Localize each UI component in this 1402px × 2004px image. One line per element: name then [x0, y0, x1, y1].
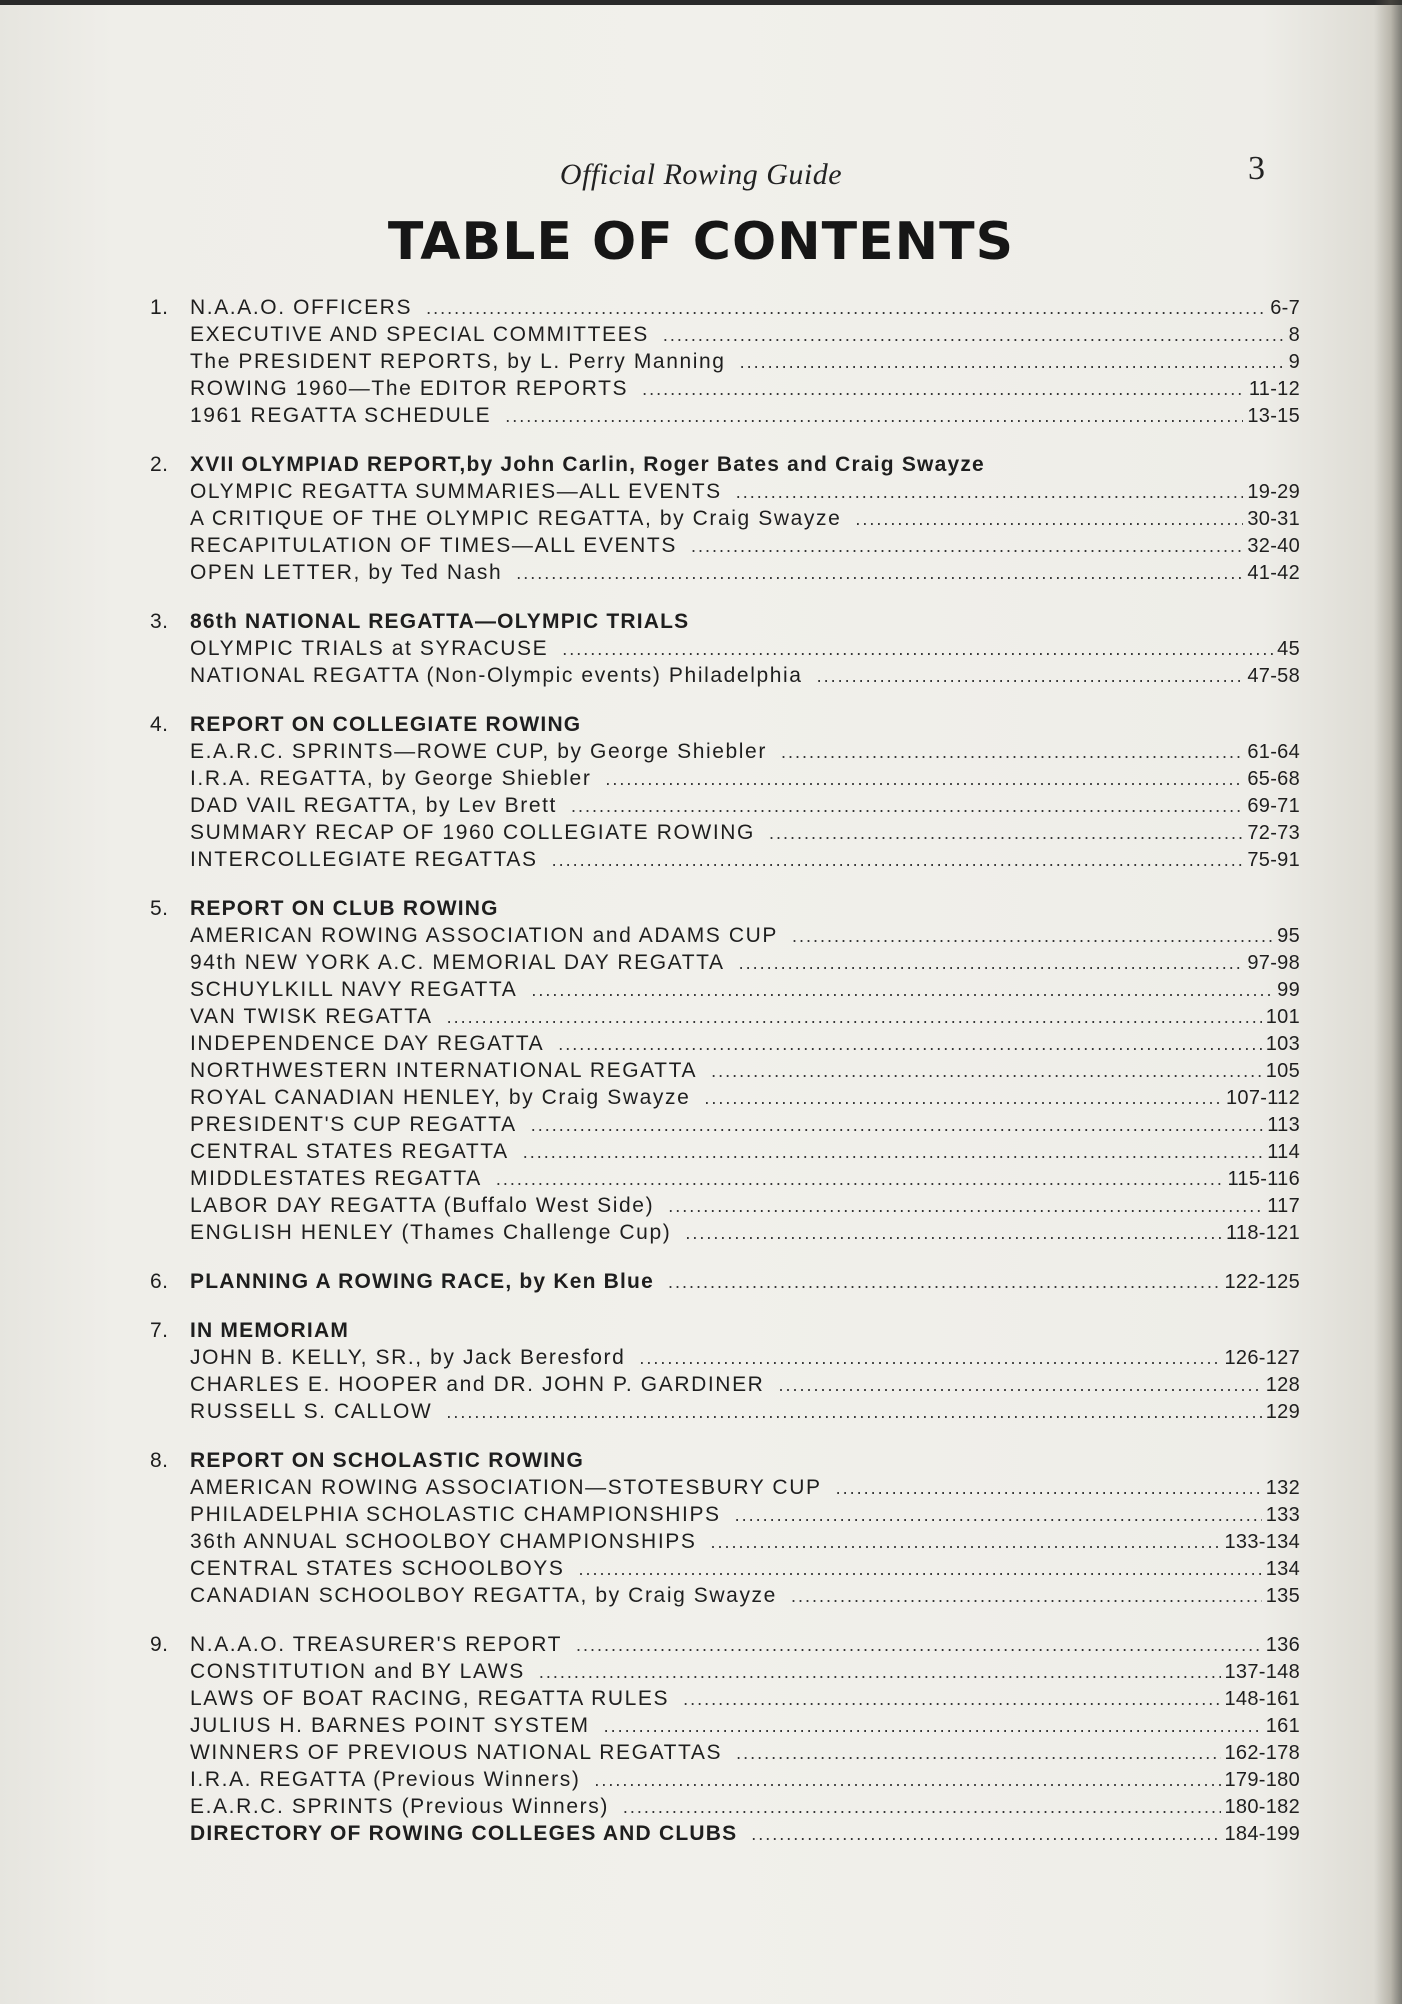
entry-title: N.A.A.O. OFFICERS	[190, 296, 413, 319]
leader-dots	[663, 325, 1285, 346]
toc-entry	[150, 1400, 1300, 1427]
entry-title: ROWING 1960—The EDITOR REPORTS	[190, 377, 629, 400]
entry-title: The PRESIDENT REPORTS, by L. Perry Manning	[190, 350, 726, 373]
leader-dots	[668, 1272, 1221, 1293]
section-heading-title: PLANNING A ROWING RACE, by Ken Blue	[190, 1270, 654, 1293]
leader-dots	[685, 1223, 1222, 1244]
page-reference: 114	[1267, 1141, 1300, 1163]
leader-dots	[558, 1034, 1261, 1055]
entry-title: JOHN B. KELLY, SR., by Jack Beresford	[190, 1346, 626, 1369]
page-reference: 11-12	[1248, 378, 1300, 400]
section-heading-title: REPORT ON SCHOLASTIC ROWING	[190, 1449, 585, 1472]
section-number: 1.	[150, 296, 169, 319]
leader-dots	[447, 1007, 1262, 1028]
leader-dots	[751, 1824, 1220, 1845]
entry-title: PHILADELPHIA SCHOLASTIC CHAMPIONSHIPS	[190, 1503, 721, 1526]
toc-section	[150, 1449, 1300, 1611]
page-reference: 184-199	[1224, 1823, 1300, 1845]
page-reference: 134	[1265, 1558, 1300, 1580]
page-reference: 133	[1265, 1504, 1300, 1526]
page-reference: 72-73	[1247, 822, 1300, 844]
toc-entry	[150, 767, 1300, 794]
leader-dots	[446, 1402, 1261, 1423]
entry-title: RUSSELL S. CALLOW	[190, 1400, 433, 1423]
entry-title: E.A.R.C. SPRINTS—ROWE CUP, by George Shiebler	[190, 740, 767, 763]
toc-section-heading	[150, 610, 1300, 637]
section-number: 7.	[150, 1319, 169, 1342]
entry-title: I.R.A. REGATTA, by George Shiebler	[190, 767, 592, 790]
leader-dots	[516, 563, 1243, 584]
table-of-contents	[150, 296, 1300, 1871]
leader-dots	[736, 1743, 1220, 1764]
toc-entry	[150, 848, 1300, 875]
section-heading-title: IN MEMORIAM	[190, 1319, 350, 1342]
toc-entry	[150, 1530, 1300, 1557]
entry-title: A CRITIQUE OF THE OLYMPIC REGATTA, by Craig Swayze	[190, 507, 842, 530]
leader-dots	[579, 1559, 1262, 1580]
page-reference: 113	[1267, 1114, 1300, 1136]
toc-entry	[150, 480, 1300, 507]
page-reference: 105	[1265, 1060, 1300, 1082]
page-reference: 179-180	[1224, 1769, 1300, 1791]
toc-entry	[150, 534, 1300, 561]
section-heading-title: 86th NATIONAL REGATTA—OLYMPIC TRIALS	[190, 610, 690, 633]
leader-dots	[531, 980, 1273, 1001]
toc-section-heading	[150, 1270, 1300, 1297]
toc-entry	[150, 1687, 1300, 1714]
leader-dots	[531, 1115, 1264, 1136]
page-reference: 136	[1265, 1634, 1300, 1656]
toc-entry	[150, 1557, 1300, 1584]
entry-title: INTERCOLLEGIATE REGATTAS	[190, 848, 538, 871]
toc-section-heading	[150, 1449, 1300, 1476]
toc-entry	[150, 951, 1300, 978]
toc-entry	[150, 1032, 1300, 1059]
page-reference: 95	[1277, 925, 1300, 947]
running-head: Official Rowing Guide	[559, 158, 843, 191]
toc-section-heading	[150, 1319, 1300, 1346]
section-number: 9.	[150, 1633, 169, 1656]
leader-dots	[704, 1088, 1222, 1109]
leader-dots	[735, 1505, 1262, 1526]
toc-entry	[150, 507, 1300, 534]
toc-entry	[150, 1714, 1300, 1741]
section-heading-byline: by John Carlin, Roger Bates and Craig Swayze	[466, 453, 985, 476]
entry-title: SUMMARY RECAP OF 1960 COLLEGIATE ROWING	[190, 821, 755, 844]
toc-entry	[150, 1503, 1300, 1530]
page-reference: 135	[1265, 1585, 1300, 1607]
toc-entry	[150, 1660, 1300, 1687]
entry-title: ENGLISH HENLEY (Thames Challenge Cup)	[190, 1221, 672, 1244]
leader-dots	[683, 1689, 1220, 1710]
page-reference: 126-127	[1224, 1347, 1300, 1369]
leader-dots	[642, 379, 1245, 400]
leader-dots	[571, 796, 1243, 817]
leader-dots	[778, 1375, 1261, 1396]
page-reference: 162-178	[1224, 1742, 1300, 1764]
entry-title: MIDDLESTATES REGATTA	[190, 1167, 482, 1190]
toc-entry	[150, 1167, 1300, 1194]
toc-entry	[150, 1584, 1300, 1611]
leader-dots	[736, 482, 1244, 503]
leader-dots	[711, 1061, 1262, 1082]
toc-entry	[150, 1373, 1300, 1400]
page-reference: 45	[1277, 638, 1300, 660]
toc-entry	[150, 794, 1300, 821]
toc-entry	[150, 637, 1300, 664]
leader-dots	[769, 823, 1243, 844]
leader-dots	[639, 1348, 1220, 1369]
leader-dots	[691, 536, 1243, 557]
entry-title: SCHUYLKILL NAVY REGATTA	[190, 978, 518, 1001]
leader-dots	[668, 1196, 1263, 1217]
page-reference: 122-125	[1224, 1271, 1300, 1293]
toc-entry	[150, 1741, 1300, 1768]
entry-title: ROYAL CANADIAN HENLEY, by Craig Swayze	[190, 1086, 691, 1109]
toc-entry	[150, 1822, 1300, 1849]
entry-title: RECAPITULATION OF TIMES—ALL EVENTS	[190, 534, 677, 557]
page-reference: 61-64	[1247, 741, 1300, 763]
toc-entry	[150, 1059, 1300, 1086]
toc-entry	[150, 1633, 1300, 1660]
page-reference: 6-7	[1270, 297, 1300, 319]
entry-title: LAWS OF BOAT RACING, REGATTA RULES	[190, 1687, 670, 1710]
entry-title: INDEPENDENCE DAY REGATTA	[190, 1032, 545, 1055]
section-number: 2.	[150, 453, 169, 476]
entry-title: 36th ANNUAL SCHOOLBOY CHAMPIONSHIPS	[190, 1530, 697, 1553]
toc-entry	[150, 323, 1300, 350]
leader-dots	[523, 1142, 1263, 1163]
page-reference: 99	[1277, 979, 1300, 1001]
page-reference: 117	[1267, 1195, 1300, 1217]
page-reference: 115-116	[1227, 1168, 1300, 1190]
page-reference: 47-58	[1247, 665, 1300, 687]
leader-dots	[576, 1635, 1262, 1656]
entry-title: VAN TWISK REGATTA	[190, 1005, 433, 1028]
section-heading-title: REPORT ON COLLEGIATE ROWING	[190, 713, 582, 736]
leader-dots	[781, 742, 1243, 763]
page-reference: 180-182	[1224, 1796, 1300, 1818]
page-reference: 13-15	[1247, 405, 1300, 427]
leader-dots	[594, 1770, 1220, 1791]
page-right-edge-shadow	[1374, 0, 1402, 2004]
entry-title: DAD VAIL REGATTA, by Lev Brett	[190, 794, 557, 817]
section-number: 3.	[150, 610, 169, 633]
page-reference: 32-40	[1247, 535, 1300, 557]
entry-title: I.R.A. REGATTA (Previous Winners)	[190, 1768, 581, 1791]
entry-title: AMERICAN ROWING ASSOCIATION and ADAMS CUP	[190, 924, 778, 947]
entry-title: OLYMPIC REGATTA SUMMARIES—ALL EVENTS	[190, 480, 722, 503]
leader-dots	[623, 1797, 1221, 1818]
entry-title: LABOR DAY REGATTA (Buffalo West Side)	[190, 1194, 655, 1217]
entry-title: DIRECTORY OF ROWING COLLEGES AND CLUBS	[190, 1822, 738, 1845]
page-reference: 118-121	[1225, 1222, 1300, 1244]
toc-section	[150, 1270, 1300, 1297]
toc-section	[150, 713, 1300, 875]
leader-dots	[539, 1662, 1221, 1683]
toc-entry	[150, 821, 1300, 848]
leader-dots	[739, 953, 1244, 974]
toc-entry	[150, 1086, 1300, 1113]
toc-entry	[150, 1194, 1300, 1221]
entry-title: 1961 REGATTA SCHEDULE	[190, 404, 492, 427]
entry-title: EXECUTIVE AND SPECIAL COMMITTEES	[190, 323, 649, 346]
leader-dots	[496, 1169, 1224, 1190]
leader-dots	[855, 509, 1243, 530]
leader-dots	[791, 1586, 1262, 1607]
leader-dots	[552, 850, 1244, 871]
leader-dots	[740, 352, 1285, 373]
page-number: 3	[1248, 150, 1265, 187]
entry-title: NORTHWESTERN INTERNATIONAL REGATTA	[190, 1059, 698, 1082]
page-reference: 137-148	[1224, 1661, 1300, 1683]
entry-title: CHARLES E. HOOPER and DR. JOHN P. GARDINER	[190, 1373, 765, 1396]
section-number: 5.	[150, 897, 169, 920]
toc-entry	[150, 377, 1300, 404]
toc-entry	[150, 561, 1300, 588]
entry-title: CENTRAL STATES REGATTA	[190, 1140, 509, 1163]
entry-title: CONSTITUTION and BY LAWS	[190, 1660, 525, 1683]
toc-section	[150, 897, 1300, 1248]
toc-entry	[150, 924, 1300, 951]
toc-section	[150, 1633, 1300, 1849]
toc-entry	[150, 1113, 1300, 1140]
toc-section	[150, 296, 1300, 431]
entry-title: WINNERS OF PREVIOUS NATIONAL REGATTAS	[190, 1741, 723, 1764]
leader-dots	[710, 1532, 1220, 1553]
page-reference: 101	[1265, 1006, 1300, 1028]
page-reference: 103	[1265, 1033, 1300, 1055]
page-reference: 75-91	[1247, 849, 1300, 871]
toc-entry	[150, 1221, 1300, 1248]
entry-title: JULIUS H. BARNES POINT SYSTEM	[190, 1714, 590, 1737]
page-reference: 129	[1265, 1401, 1300, 1423]
section-number: 6.	[150, 1270, 169, 1293]
page-top-edge	[0, 0, 1402, 5]
section-heading-title: REPORT ON CLUB ROWING	[190, 897, 499, 920]
toc-entry	[150, 296, 1300, 323]
toc-section-heading	[150, 897, 1300, 924]
entry-title: N.A.A.O. TREASURER'S REPORT	[190, 1633, 563, 1656]
page-reference: 30-31	[1247, 508, 1300, 530]
section-heading-title: XVII OLYMPIAD REPORT,	[190, 453, 467, 476]
page-reference: 41-42	[1247, 562, 1300, 584]
entry-title: PRESIDENT'S CUP REGATTA	[190, 1113, 517, 1136]
entry-title: CENTRAL STATES SCHOOLBOYS	[190, 1557, 565, 1580]
toc-entry	[150, 740, 1300, 767]
page-reference: 8	[1288, 324, 1300, 346]
entry-title: 94th NEW YORK A.C. MEMORIAL DAY REGATTA	[190, 951, 725, 974]
leader-dots	[817, 666, 1244, 687]
leader-dots	[792, 926, 1273, 947]
toc-entry	[150, 1005, 1300, 1032]
page-reference: 97-98	[1247, 952, 1300, 974]
entry-title: OLYMPIC TRIALS at SYRACUSE	[190, 637, 549, 660]
leader-dots	[604, 1716, 1262, 1737]
toc-section	[150, 610, 1300, 691]
toc-entry	[150, 1346, 1300, 1373]
page-reference: 128	[1265, 1374, 1300, 1396]
page-reference: 9	[1288, 351, 1300, 373]
leader-dots	[836, 1478, 1262, 1499]
entry-title: NATIONAL REGATTA (Non-Olympic events) Philadelphia	[190, 664, 803, 687]
entry-title: AMERICAN ROWING ASSOCIATION—STOTESBURY CUP	[190, 1476, 822, 1499]
toc-section-heading	[150, 453, 1300, 480]
leader-dots	[605, 769, 1243, 790]
toc-entry	[150, 978, 1300, 1005]
section-number: 8.	[150, 1449, 169, 1472]
page-reference: 161	[1265, 1715, 1300, 1737]
page-reference: 19-29	[1247, 481, 1300, 503]
entry-title: OPEN LETTER, by Ted Nash	[190, 561, 503, 584]
toc-entry	[150, 1795, 1300, 1822]
toc-entry	[150, 404, 1300, 431]
toc-section	[150, 453, 1300, 588]
page-reference: 132	[1265, 1477, 1300, 1499]
page-reference: 133-134	[1224, 1531, 1300, 1553]
page-title: TABLE OF CONTENTS	[387, 212, 1015, 272]
entry-title: CANADIAN SCHOOLBOY REGATTA, by Craig Swayze	[190, 1584, 777, 1607]
toc-entry	[150, 350, 1300, 377]
section-number: 4.	[150, 713, 169, 736]
toc-entry	[150, 1768, 1300, 1795]
page-reference: 65-68	[1247, 768, 1300, 790]
page-reference: 107-112	[1225, 1087, 1300, 1109]
leader-dots	[562, 639, 1273, 660]
toc-section-heading	[150, 713, 1300, 740]
toc-section	[150, 1319, 1300, 1427]
page-reference: 148-161	[1224, 1688, 1300, 1710]
toc-entry	[150, 1140, 1300, 1167]
leader-dots	[426, 298, 1266, 319]
toc-entry	[150, 1476, 1300, 1503]
leader-dots	[505, 406, 1243, 427]
page-reference: 69-71	[1247, 795, 1300, 817]
toc-entry	[150, 664, 1300, 691]
entry-title: E.A.R.C. SPRINTS (Previous Winners)	[190, 1795, 609, 1818]
